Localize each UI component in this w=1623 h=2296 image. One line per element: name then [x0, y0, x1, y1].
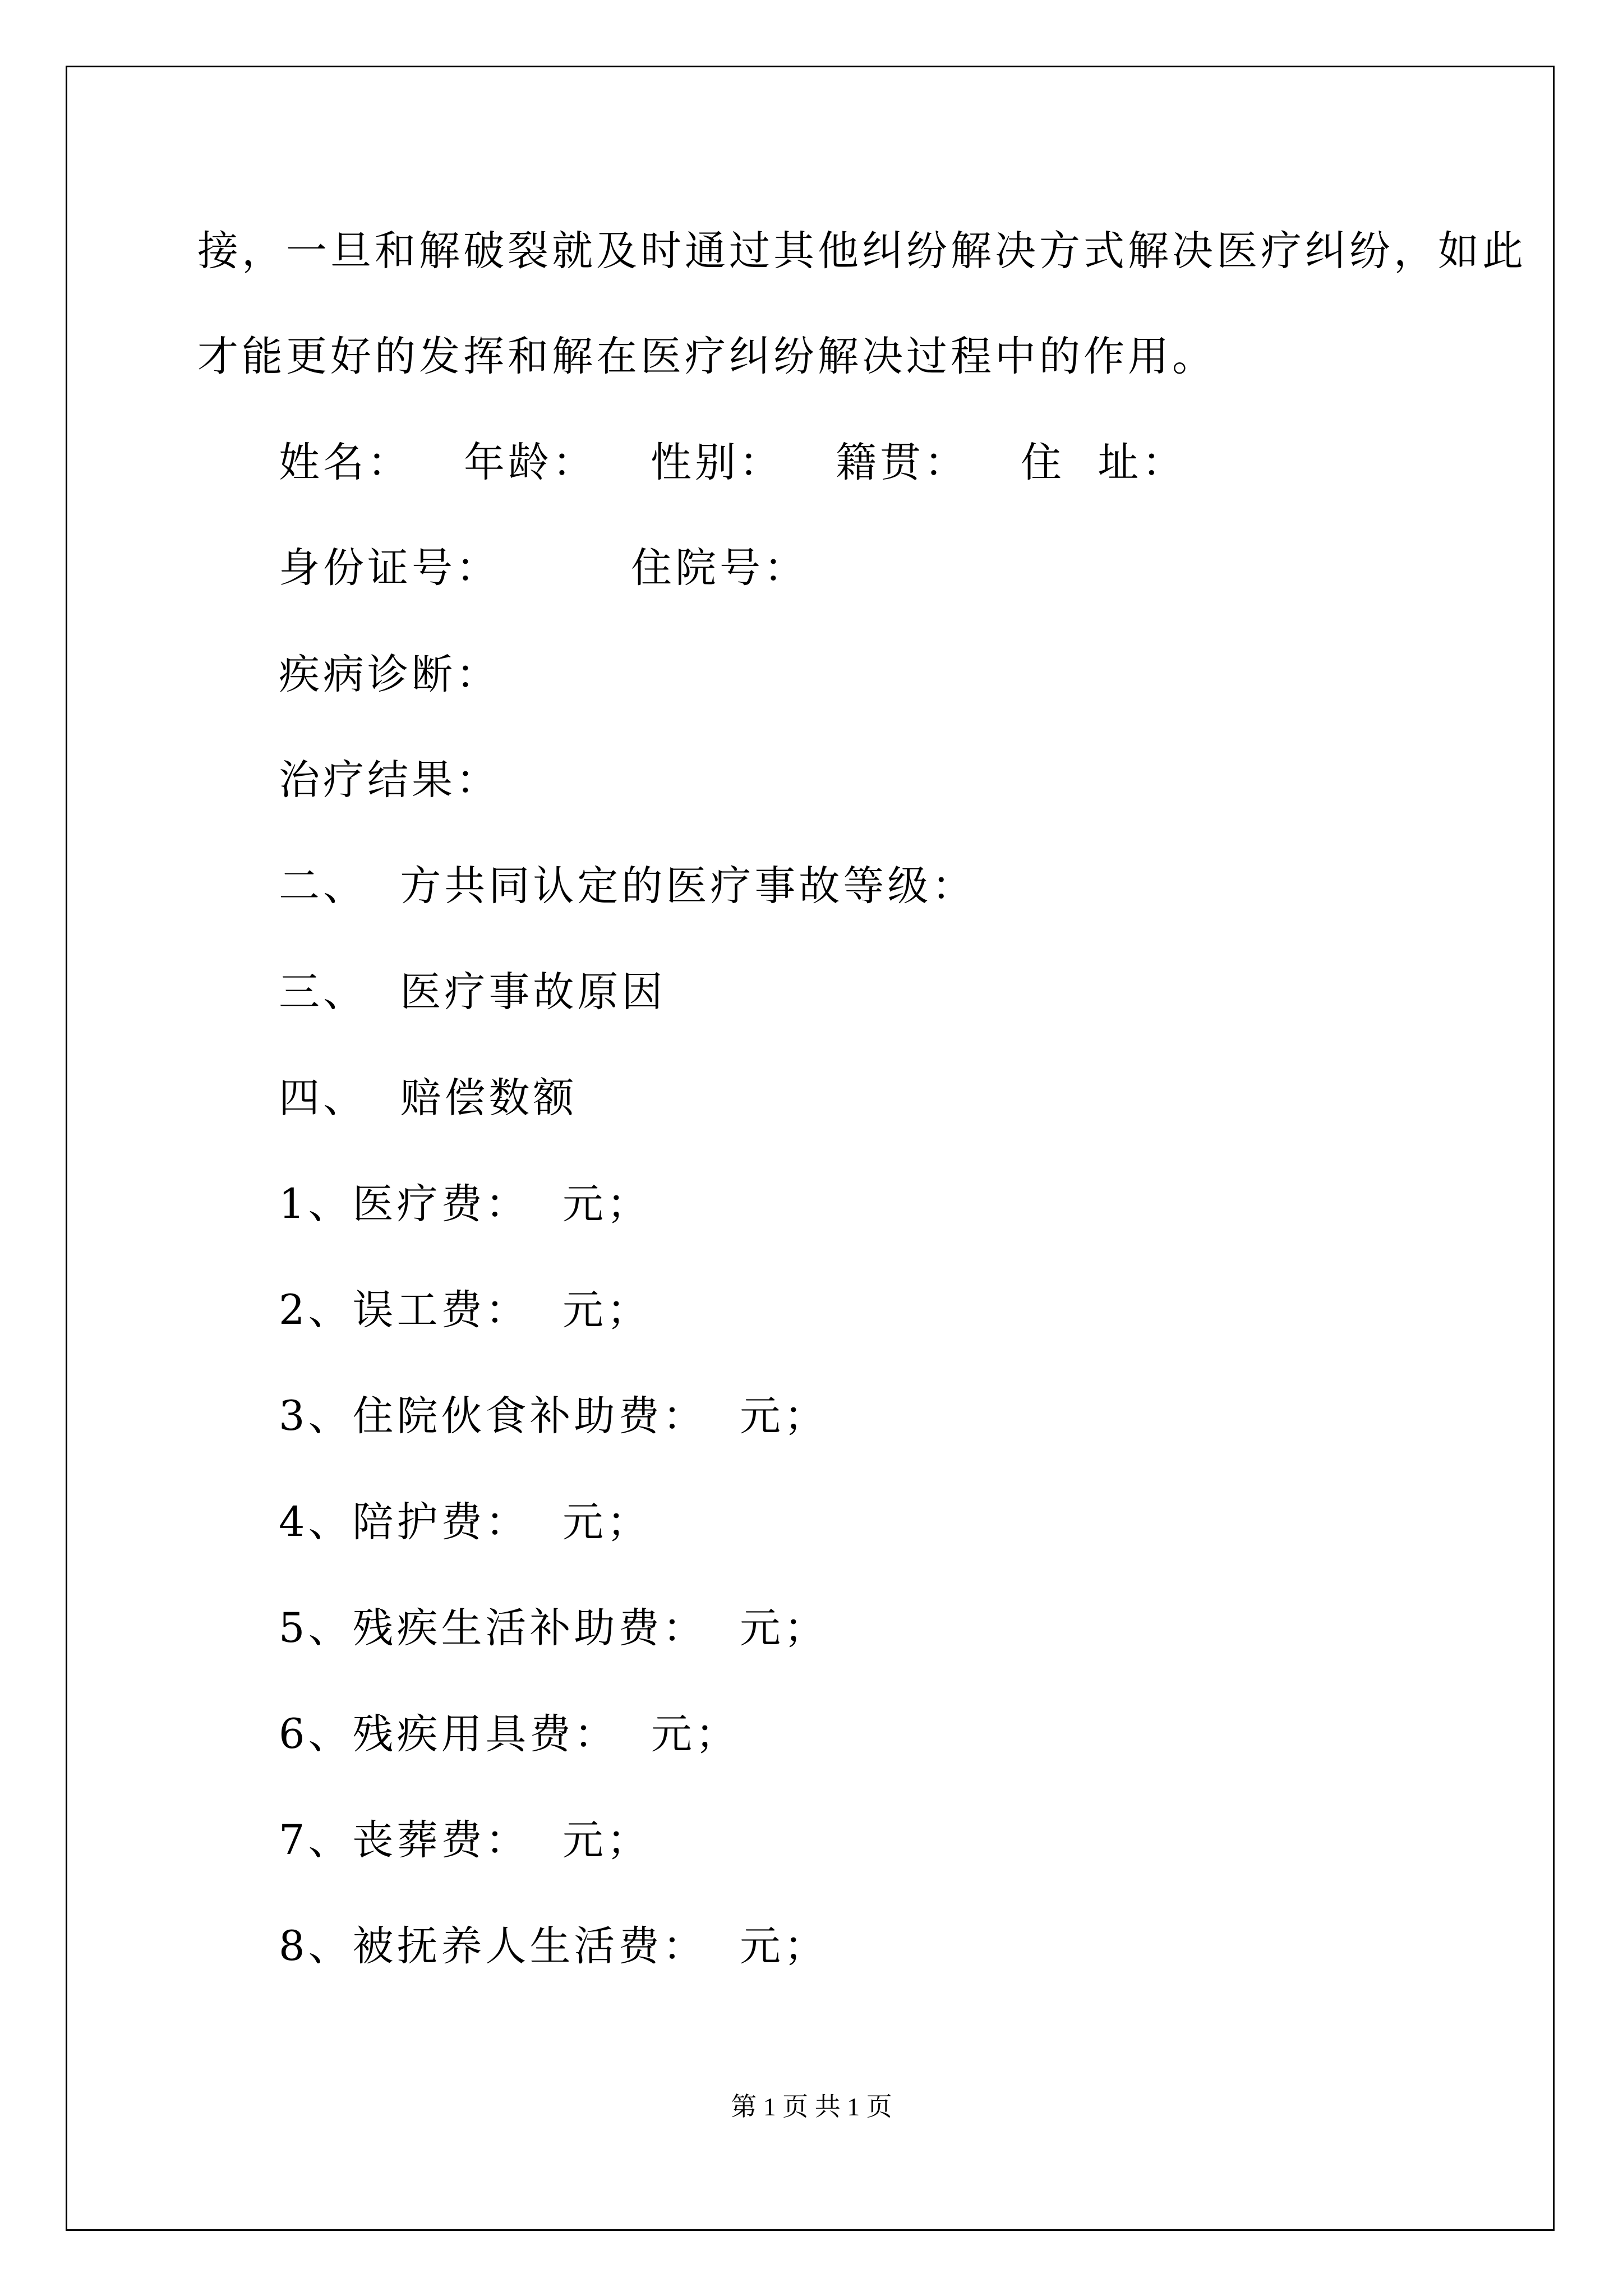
compensation-item-lost-wages: 2、误工费： 元；: [279, 1286, 651, 1334]
section-two-heading: 二、 方共同认定的医疗事故等级：: [279, 862, 976, 910]
patient-info-row: [279, 438, 1232, 488]
page-number-footer: 第 1 页 共 1 页: [731, 2092, 892, 2121]
section-three-heading: 三、 医疗事故原因: [279, 968, 666, 1016]
gender-label: 性别：: [651, 439, 783, 486]
treatment-result-label: 治疗结果：: [279, 756, 500, 804]
compensation-item-hospital-meals: 3、住院伙食补助费： 元；: [279, 1392, 828, 1440]
admission-number-label: 住院号：: [631, 544, 808, 592]
id-number-label: 身份证号：: [279, 544, 500, 592]
section-four-heading: 四、 赔偿数额: [279, 1074, 578, 1122]
compensation-item-funeral: 7、丧葬费： 元；: [279, 1816, 651, 1864]
compensation-item-medical: 1、医疗费： 元；: [279, 1180, 651, 1228]
address-label: 住 址：: [1021, 439, 1187, 486]
compensation-item-nursing: 4、陪护费： 元；: [279, 1498, 651, 1546]
id-info-row: [279, 543, 952, 593]
name-label: 姓名：: [279, 439, 412, 486]
paragraph-line-2: 才能更好的发挥和解在医疗纠纷解决过程中的作用。: [197, 333, 1216, 380]
native-place-label: 籍贯：: [836, 439, 969, 486]
age-label: 年龄：: [464, 439, 597, 486]
compensation-item-disability-aids: 6、残疾用具费： 元；: [279, 1710, 740, 1758]
page-border: [66, 66, 1555, 2231]
diagnosis-label: 疾病诊断：: [279, 651, 500, 698]
compensation-item-disability-living: 5、残疾生活补助费： 元；: [279, 1604, 828, 1652]
paragraph-line-1: 接，一旦和解破裂就及时通过其他纠纷解决方式解决医疗纠纷，如此: [197, 227, 1527, 275]
compensation-item-dependents: 8、被抚养人生活费： 元；: [279, 1922, 828, 1970]
